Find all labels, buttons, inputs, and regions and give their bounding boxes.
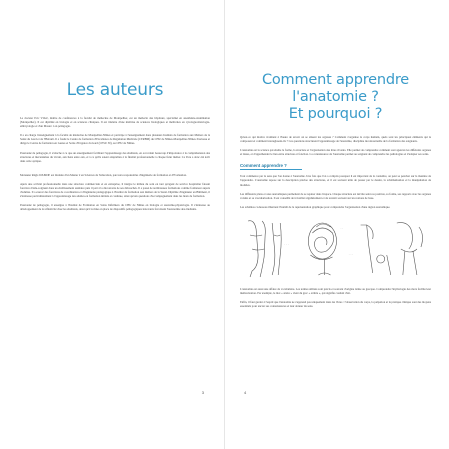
author-paragraph: Passionné de pédagogie, il s'attache à ce que un enseignement facilitant l'apprentissage des étudiants, en accordant beaucoup d'importance à la compréhension des structures et mécanismes du vivant, aux liens entre eux, et à ce qu'ils soient adaptables à la finalité professionnelle à chaque futur métier. Ce livre a donc été écrit dans cette optique. — [20, 150, 210, 163]
author-paragraph: Le docteur Eric VIAU, maître de conférences à la faculté de médecine de Montpellier, est un médecin des hôpitaux, spécialisé en anesthésie-réanimation (Montpellier). Il est diplômé en biologie et en sciences cliniques. Il est titulaire d'une maîtrise de sciences biologiques et médicales en cytologie-histologie-embryologie et d'un Master 1 en pédagogie. — [20, 116, 210, 129]
page-gutter — [224, 0, 225, 449]
closing-paragraph: L'anatomie est aussi une affaire de vocabulaire. Les termes utilisés sont précis et souvent d'origine latine ou grecque. Comprendre l'étymologie des mots facilite leur mémorisation. Par exemple, le mot « artère » vient du grec « artêria », qui signifie conduit d'air. — [240, 286, 431, 296]
anatomy-sketch-figure — [240, 215, 431, 281]
closing-paragraph: Enfin, il faut garder à l'esprit que l'anatomie ne s'apprend pas uniquement dans les livres : l'observation du corps, la palpation et la pratique clinique sont des moyens essentiels pour ancrer ses connaissances et leur donner du sens. — [240, 300, 431, 309]
section-paragraph: Les schémas ci-dessous illustrent l'intérêt de la représentation graphique pour comprendre l'organisation d'une région anatomique. — [240, 204, 391, 209]
svg-text:· · ·: · · · — [348, 251, 354, 256]
intro-paragraph: L'anatomie est la science qui étudie la forme, la structure et l'organisation des êtres vivants. Elle permet de comprendre comment sont agencés les différents organes et tissus, et d'appréhender le lien entre structure et fonction. La connaissance de l'anatomie permet au soignant de comprendre les pathologies et d'adapter ses soins. — [240, 148, 431, 157]
page-number: 4 — [244, 390, 247, 395]
intro-paragraph: Qu'est-ce qui motive vraiment à l'heure de savoir où se situent les organes ? Comment s'organise le corps humain, quels sont les principaux éléments qui le composent et comment interagissent-ils ? Ces questions structurent l'apprentissage de l'anatomie, discipline incontournable de la formation des soignants. — [240, 135, 431, 144]
page-title-how-to-learn — [240, 72, 431, 123]
anatomy-sketch-illustration — [240, 215, 431, 281]
right-page — [226, 0, 449, 449]
author-paragraph: Monsieur Régis JOURDE est titulaire d'un Master 2 en Sciences de l'éducation, parcours responsables d'ingénierie de formation et d'Evaluation. — [20, 172, 187, 177]
svg-text:· ·: · · — [340, 225, 344, 230]
page-number: 3 — [201, 390, 204, 395]
author-paragraph: Après une activité professionnelle dans une structure commerciale et en entreprise, il intègre le milieu du soin en tant qu'agent de service hospitalier faisant fonction d'aide-soignant dans un établissement sanitaire puis il part à la découverte de ses débouchés. Il a passé de nombreuses formations comme formateur auprès d'adultes. Il a exercé des fonctions de coordination et d'ingénierie pédagogique à l'Institut de formation aux métiers de la Santé. Diplôme d'ingénieur en Bâtiment, il s'intéresse particulièrement à l'apprentissage des adultes en formation initiale et continue, ainsi qu'aux questions d'accompagnement dans les lieux de formation. — [20, 181, 210, 199]
section-paragraph: Tout commence par le sens que l'on donne à l'anatomie. Une fois que l'on a compris pourquoi il est important de la connaître, on peut se pencher sur la manière de l'apprendre. L'anatomie repose sur la description précise des structures, et il est souvent utile de passer par le dessin, la schématisation et la manipulation de modèles. — [240, 174, 431, 187]
section-heading: Comment apprendre ? — [240, 163, 287, 169]
page-title-authors: Les auteurs — [66, 80, 164, 100]
title-line-1: Comment apprendre l'anatomie ? — [261, 72, 410, 105]
section-divider — [240, 169, 302, 170]
svg-text:· · ·: · · · — [284, 241, 290, 246]
section-paragraph: Les différents plans et axes anatomiques permettent de se repérer dans l'espace. Chaque structure est décrite selon sa position, sa forme, ses rapports avec les organes voisins et sa vascularisation. Il est conseillé de travailler régulièrement et de revenir souvent sur les notions de base. — [240, 191, 431, 200]
author-paragraph: Passionné de pédagogie, il enseigne à l'Institut de Formation en Soins Infirmiers du CHU de Nîmes en biologie et anatomie-physiologie. Il s'intéresse au développement de la réflexivité chez les étudiants, ainsi qu'à la mise en place de dispositifs pédagogiques innovants favorisant l'autonomie des étudiants. — [20, 203, 210, 212]
left-page — [0, 0, 224, 449]
author-paragraph: Il a en charge l'enseignement à la faculté de médecine de Montpellier-Nîmes et participe à l'enseignement dans plusieurs Instituts de formation aux Métiers de la Santé du Gard et de l'Hérault. Il a fondé le Centre de formation d'Excellence de Régulation Médicale (CERBM) du CHU de Nîmes-Montpellier-Nîmes-Toulouse et dirige le Centre de formation en Gestes et Soins d'Urgence du Gard (CESU 30), au CHU de Nîmes. — [20, 133, 210, 146]
title-line-2: Et pourquoi ? — [288, 106, 383, 122]
